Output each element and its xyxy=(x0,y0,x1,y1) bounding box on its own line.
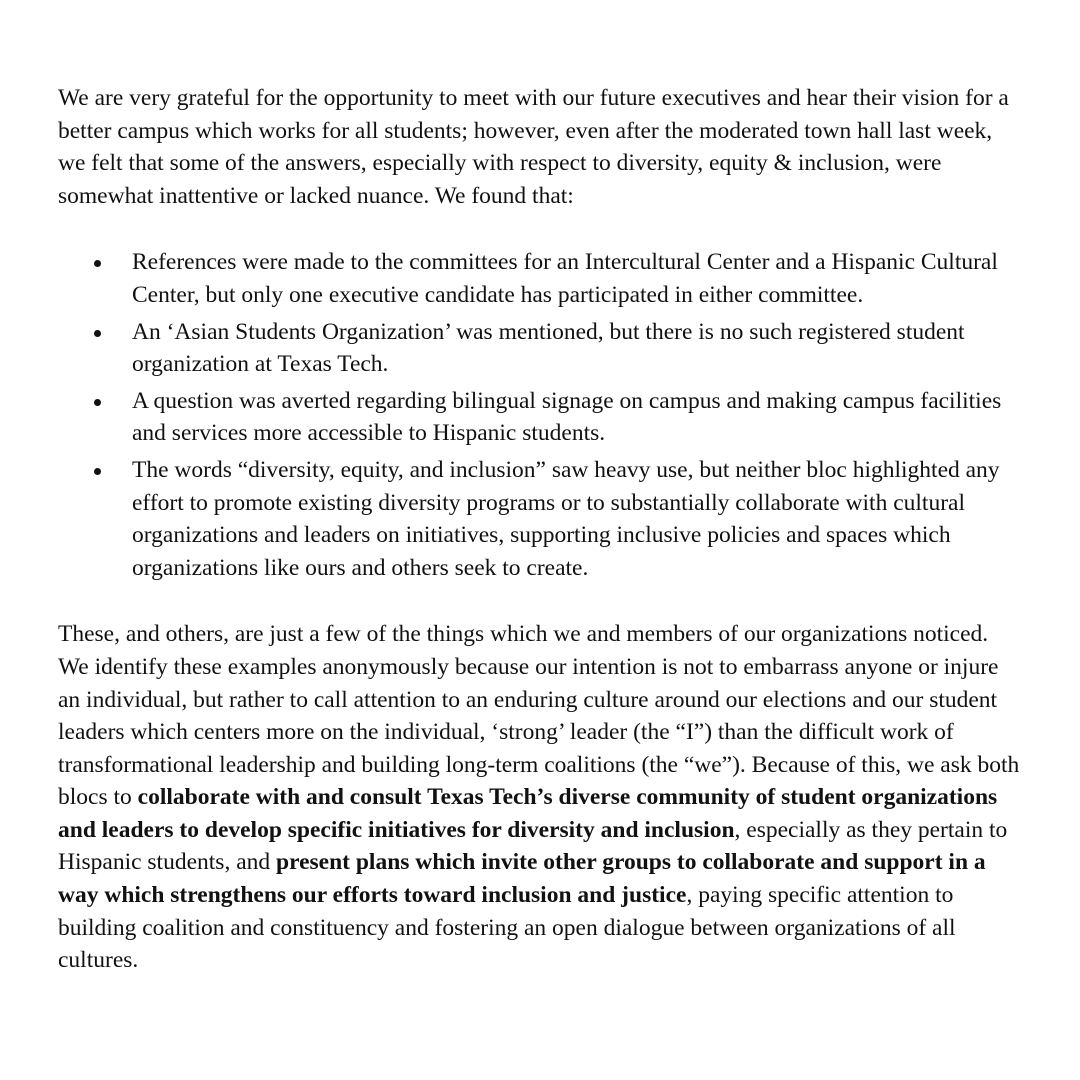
list-item-text: The words “diversity, equity, and inclusion” saw heavy use, but neither bloc highlighted any effort to promote existing diversity programs or to substantially collaborate with cultural organizations and leaders on initiatives, supporting inclusive policies and spaces which organizations like ours and others seek to create. xyxy=(132,456,1000,581)
findings-list xyxy=(58,246,1024,584)
closing-bold-request-2: present plans which invite other groups to collaborate and support in a way which strengthens our efforts toward inclusion and justice xyxy=(58,849,986,909)
letter-body xyxy=(58,82,1024,977)
closing-bold-request-1: collaborate with and consult Texas Tech’s diverse community of student organizations and leaders to develop specific initiatives for diversity and inclusion xyxy=(58,784,998,843)
closing-paragraph xyxy=(58,618,1024,977)
bullet-icon xyxy=(94,260,101,267)
list-item xyxy=(132,246,1024,311)
bullet-icon xyxy=(94,330,101,337)
intro-paragraph: We are very grateful for the opportunity to meet with our future executives and hear their vision for a better campus which works for all students; however, even after the moderated town hall last week, we felt that some of the answers, especially with respect to diversity, equity & inclusion, were somewhat inattentive or lacked nuance. We found that: xyxy=(58,85,1009,209)
list-item-text: A question was averted regarding bilingual signage on campus and making campus facilities and services more accessible to Hispanic students. xyxy=(132,387,1002,447)
list-item xyxy=(132,385,1024,450)
list-item xyxy=(132,454,1024,584)
bullet-icon xyxy=(94,468,101,475)
list-item-text: References were made to the committees for an Intercultural Center and a Hispanic Cultural Center, but only one executive candidate has participated in either committee. xyxy=(132,249,998,308)
list-item-text: An ‘Asian Students Organization’ was mentioned, but there is no such registered student organization at Texas Tech. xyxy=(132,318,965,378)
closing-text-part-2: , especially as they pertain to Hispanic students, and xyxy=(58,816,1008,876)
closing-text-part-3: , paying specific attention to building coalition and constituency and fostering an open dialogue between organizations of all cultures. xyxy=(58,882,956,974)
bullet-icon xyxy=(94,399,101,406)
list-item xyxy=(132,316,1024,381)
closing-text-part-1: These, and others, are just a few of the things which we and members of our organizations noticed. We identify these examples anonymously because our intention is not to embarrass anyone or injure an individual, but rather to call attention to an enduring culture around our elections and our student leaders which centers more on the individual, ‘strong’ leader (the “I”) than the difficult work of transformational leadership and building long-term coalitions (the “we”). Because of this, we ask both blocs to xyxy=(58,621,1020,811)
